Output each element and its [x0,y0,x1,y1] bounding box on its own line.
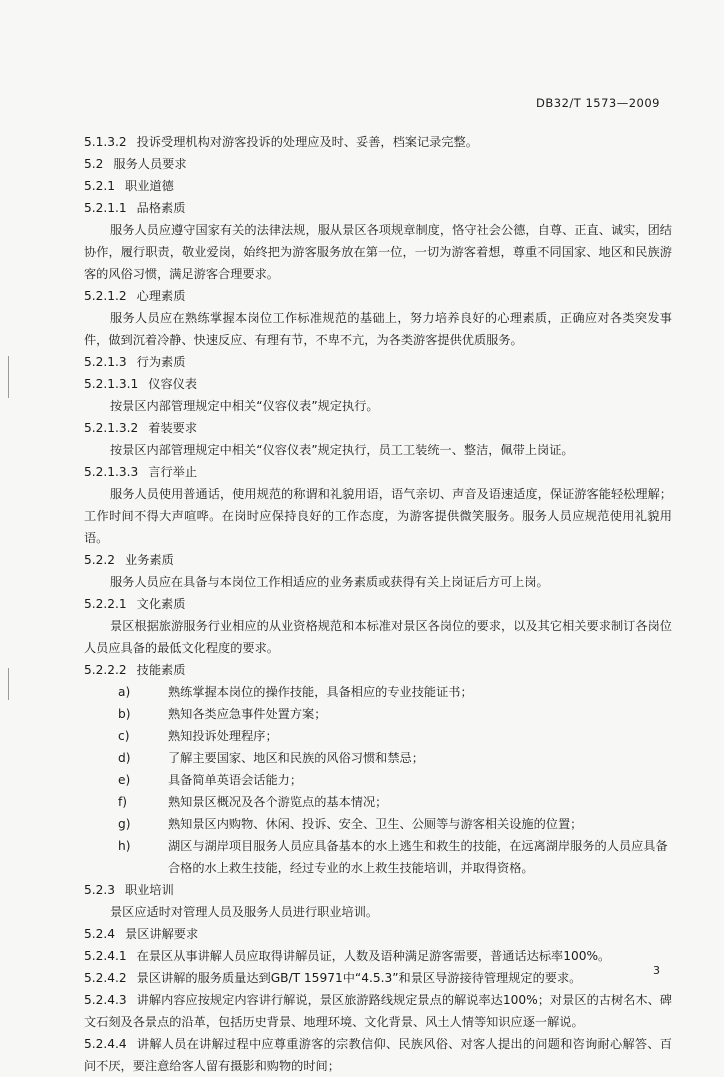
section-title: 行为素质 [136,355,186,369]
list-item [84,681,672,703]
list-item-label: c) [118,729,130,743]
section-number: 5.2.1.2 [84,289,127,303]
document-body [84,131,672,1077]
list-item [84,747,672,769]
list-item-label: h) [118,839,131,853]
list-item-text: 熟知景区内购物、休闲、投诉、安全、卫生、公厕等与游客相关设施的位置； [168,817,583,831]
section-number: 5.2.1.3.2 [84,421,139,435]
section-heading [84,351,672,373]
list-item-text: 熟知景区概况及各个游览点的基本情况； [168,795,388,809]
body-paragraph: 景区应适时对管理人员及服务人员进行职业培训。 [110,905,379,919]
section-title: 服务人员要求 [113,157,187,171]
numbered-paragraph [84,989,672,1033]
section-number: 5.2.4.1 [84,949,127,963]
section-number: 5.2.4.4 [84,1037,127,1051]
list-item-text: 熟知各类应急事件处置方案； [168,707,327,721]
section-title: 业务素质 [125,553,174,567]
section-heading [84,923,672,945]
list-item [84,725,672,747]
section-number: 5.2.1.3 [84,355,127,369]
section-number: 5.1.3.2 [84,135,127,149]
section-number: 5.2.2.1 [84,597,127,611]
section-number: 5.2.1.1 [84,201,127,215]
paragraph-text: 讲解内容应按规定内容讲行解说，景区旅游路线规定景点的解说率达100%；对景区的古树名木、碑文石刻及各景点的沿革，包括历史背景、地理环境、文化背景、风土人情等知识应逐一解说。 [84,993,672,1029]
list-item [84,769,672,791]
section-title: 言行举止 [148,465,198,479]
section-title: 心理素质 [136,289,186,303]
list-item-text: 了解主要国家、地区和民族的风俗习惯和禁忌； [168,751,424,765]
section-number: 5.2.4 [84,927,116,941]
list-item [84,835,672,879]
section-heading [84,373,672,395]
section-title: 职业道德 [125,179,174,193]
section-title: 文化素质 [136,597,186,611]
list-item-label: f) [118,795,128,809]
section-number: 5.2 [84,157,104,171]
section-heading [84,461,672,483]
section-number: 5.2.3 [84,883,116,897]
section-heading [84,659,672,681]
list-item-text: 具备简单英语会话能力； [168,773,303,787]
body-paragraph: 服务人员应遵守国家有关的法律法规，服从景区各项规章制度，恪守社会公德，自尊、正直、诚实，团结协作，履行职责，敬业爱岗，始终把为游客服务放在第一位，一切为游客着想，尊重不同国家、地区和民族游客的风俗习惯，满足游客合理要求。 [84,223,672,281]
body-paragraph: 按景区内部管理规定中相关“仪容仪表”规定执行。 [110,399,379,413]
section-number: 5.2.1.3.3 [84,465,139,479]
section-title: 品格素质 [136,201,186,215]
section-heading [84,175,672,197]
section-heading [84,593,672,615]
section-number: 5.2.2 [84,553,116,567]
section-heading [84,945,672,967]
list-item-text: 熟练掌握本岗位的操作技能，具备相应的专业技能证书； [168,685,473,699]
section-heading [84,197,672,219]
section-title: 技能素质 [136,663,186,677]
body-paragraph: 服务人员应在具备与本岗位工作相适应的业务素质或获得有关上岗证后方可上岗。 [110,575,549,589]
section-heading [84,967,672,989]
section-title: 仪容仪表 [148,377,198,391]
section-title: 景区讲解要求 [125,927,199,941]
scan-mark [8,668,9,700]
list-item-label: a) [118,685,131,699]
section-heading [84,417,672,439]
body-paragraph: 服务人员使用普通话，使用规范的称谓和礼貌用语，语气亲切、声音及语速适度，保证游客能轻松理解；工作时间不得大声喧哗。在岗时应保持良好的工作态度，为游客提供微笑服务。服务人员应规范使用礼貌用语。 [84,487,672,545]
body-paragraph: 按景区内部管理规定中相关“仪容仪表”规定执行，员工工装统一、整洁，佩带上岗证。 [110,443,574,457]
paragraph-text: 讲解人员在讲解过程中应尊重游客的宗教信仰、民族风俗、对客人提出的问题和咨询耐心解答、百问不厌，要注意给客人留有摄影和购物的时间； [84,1037,672,1073]
list-item [84,791,672,813]
list-item-label: d) [118,751,131,765]
section-title: 职业培训 [125,883,174,897]
section-number: 5.2.2.2 [84,663,127,677]
section-heading [84,879,672,901]
standard-code: DB32/T 1573—2009 [536,96,660,110]
page-number: 3 [653,964,660,977]
section-heading [84,131,672,153]
list-item-label: e) [118,773,131,787]
list-item-text: 湖区与湖岸项目服务人员应具备基本的水上逃生和救生的技能，在远离湖岸服务的人员应具备合格的水上救生技能，经过专业的水上救生技能培训，并取得资格。 [168,839,668,875]
list-item-label: b) [118,707,131,721]
body-paragraph: 服务人员应在熟练掌握本岗位工作标准规范的基础上，努力培养良好的心理素质，正确应对各类突发事件，做到沉着冷静、快速反应、有理有节，不卑不亢，为各类游客提供优质服务。 [84,311,672,347]
section-number: 5.2.4.3 [84,993,127,1007]
list-item [84,813,672,835]
list-item [84,703,672,725]
body-paragraph: 景区根据旅游服务行业相应的从业资格规范和本标准对景区各岗位的要求，以及其它相关要求制订各岗位人员应具备的最低文化程度的要求。 [84,619,672,655]
section-heading [84,153,672,175]
scan-mark [8,356,9,398]
numbered-paragraph [84,1033,672,1077]
list-item-label: g) [118,817,131,831]
section-heading [84,285,672,307]
section-number: 5.2.1 [84,179,116,193]
list-item-text: 熟知投诉处理程序； [168,729,278,743]
section-title: 投诉受理机构对游客投诉的处理应及时、妥善，档案记录完整。 [136,135,478,149]
section-number: 5.2.1.3.1 [84,377,139,391]
section-heading [84,549,672,571]
section-number: 5.2.4.2 [84,971,127,985]
section-title: 景区讲解的服务质量达到GB/T 15971中“4.5.3”和景区导游接待管理规定的要求。 [136,971,582,985]
section-title: 在景区从事讲解人员应取得讲解员证，人数及语种满足游客需要，普通话达标率100%。 [136,949,611,963]
section-title: 着装要求 [148,421,198,435]
